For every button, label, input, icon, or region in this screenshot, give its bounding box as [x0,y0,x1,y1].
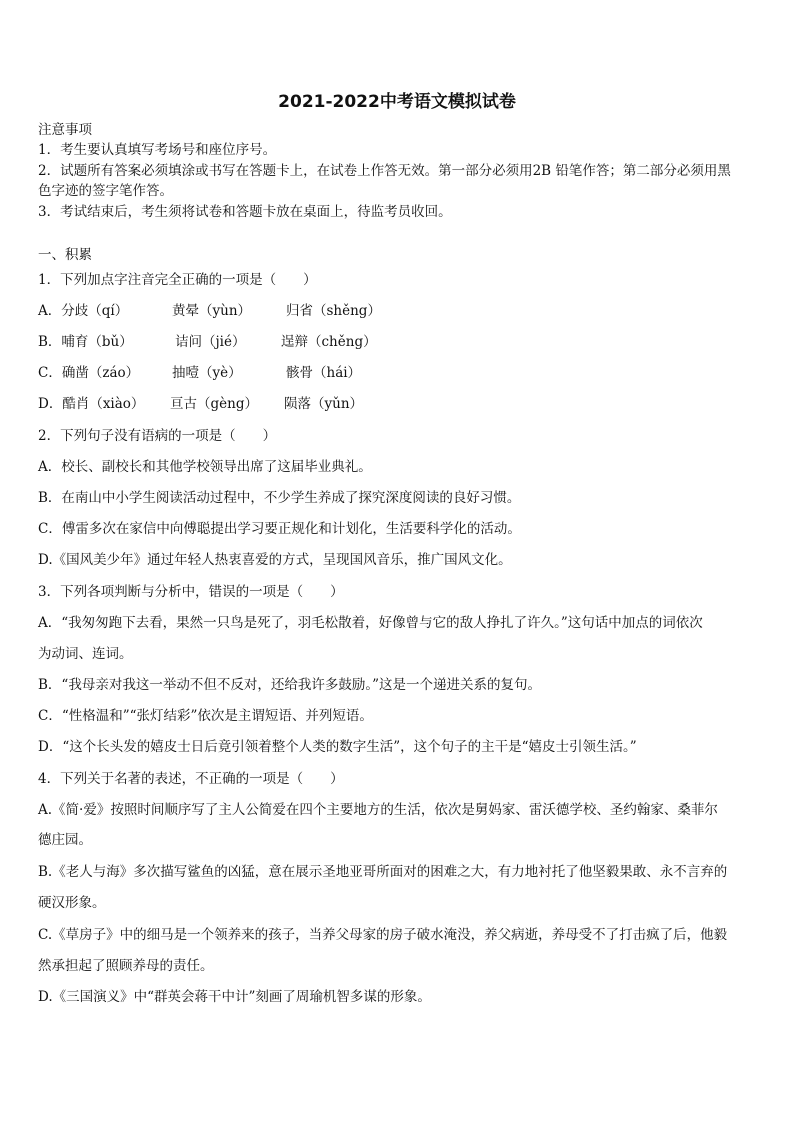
question-4-option-a: A.《简·爱》按照时间顺序写了主人公简爱在四个主要地方的生活，依次是舅妈家、雷沃德学校、圣约翰家、桑菲尔 [38,802,718,818]
option-word: C．确凿（záo） [38,365,140,381]
option-word: B．哺育（bǔ） [38,334,133,350]
option-word: 抽噎（yè） [172,365,242,381]
notes-heading: 注意事项 [38,122,92,138]
notes-item: 1．考生要认真填写考场号和座位序号。 [38,142,277,158]
question-3-option-b: B．“我母亲对我这一举动不但不反对，还给我许多鼓励。”这是一个递进关系的复句。 [38,677,541,693]
question-2-option-b: B．在南山中小学生阅读活动过程中，不少学生养成了探究深度阅读的良好习惯。 [38,490,521,506]
question-2-option-d: D.《国风美少年》通过年轻人热衷喜爱的方式，呈现国风音乐，推广国风文化。 [38,552,512,568]
option-word: 黄晕（yùn） [172,303,252,319]
question-1-stem: 1．下列加点字注音完全正确的一项是（ ） [38,272,317,288]
option-word: 诘问（jié） [175,334,246,350]
question-4-option-b: B.《老人与海》多次描写鲨鱼的凶猛，意在展示圣地亚哥所面对的困难之大，有力地衬托了他坚毅果敢、永不言弃的 [38,864,728,880]
option-word: D．酷肖（xiào） [38,396,145,412]
question-4-option-a-cont: 德庄园。 [38,832,92,848]
question-2-option-c: C．傅雷多次在家信中向傅聪提出学习要正规化和计划化，生活要科学化的活动。 [38,521,521,537]
question-3-option-a: A．“我匆匆跑下去看，果然一只鸟是死了，羽毛松散着，好像曾与它的敌人挣扎了许久。”这句话中加点的词依次 [38,615,703,631]
question-4-option-b-cont: 硬汉形象。 [38,895,106,911]
question-3-option-d: D．“这个长头发的嬉皮士日后竟引领着整个人类的数字生活”，这个句子的主干是“嬉皮士引领生活。” [38,739,637,755]
option-word: 陨落（yǔn） [284,396,364,412]
page-title: 2021-2022中考语文模拟试卷 [278,92,516,112]
notes-item: 色字迹的签字笔作答。 [38,183,173,199]
section-heading: 一、积累 [38,247,92,263]
option-word: 亘古（gèng） [170,396,258,412]
option-word: A．分歧（qí） [38,303,129,319]
option-word: 骸骨（hái） [286,365,362,381]
option-word: 逞辩（chěng） [281,334,377,350]
option-word: 归省（shěng） [286,303,381,319]
question-2-option-a: A．校长、副校长和其他学校领导出席了这届毕业典礼。 [38,459,372,475]
question-4-option-c: C.《草房子》中的细马是一个领养来的孩子，当养父母家的房子破水淹没，养父病逝，养母受不了打击疯了后，他毅 [38,927,728,943]
question-4-option-d: D.《三国演义》中“群英会蒋干中计”刻画了周瑜机智多谋的形象。 [38,989,431,1005]
question-4-stem: 4．下列关于名著的表述，不正确的一项是（ ） [38,771,344,787]
question-4-option-c-cont: 然承担起了照顾养母的责任。 [38,958,214,974]
question-3-option-c: C．“性格温和”“张灯结彩”依次是主谓短语、并列短语。 [38,708,373,724]
notes-item: 2．试题所有答案必须填涂或书写在答题卡上，在试卷上作答无效。第一部分必须用2B 铅笔作答；第二部分必须用黑 [38,163,731,179]
question-3-stem: 3．下列各项判断与分析中，错误的一项是（ ） [38,584,344,600]
question-2-stem: 2．下列句子没有语病的一项是（ ） [38,428,277,444]
notes-item: 3．考试结束后，考生须将试卷和答题卡放在桌面上，待监考员收回。 [38,204,452,220]
question-3-option-a-cont: 为动词、连词。 [38,646,133,662]
